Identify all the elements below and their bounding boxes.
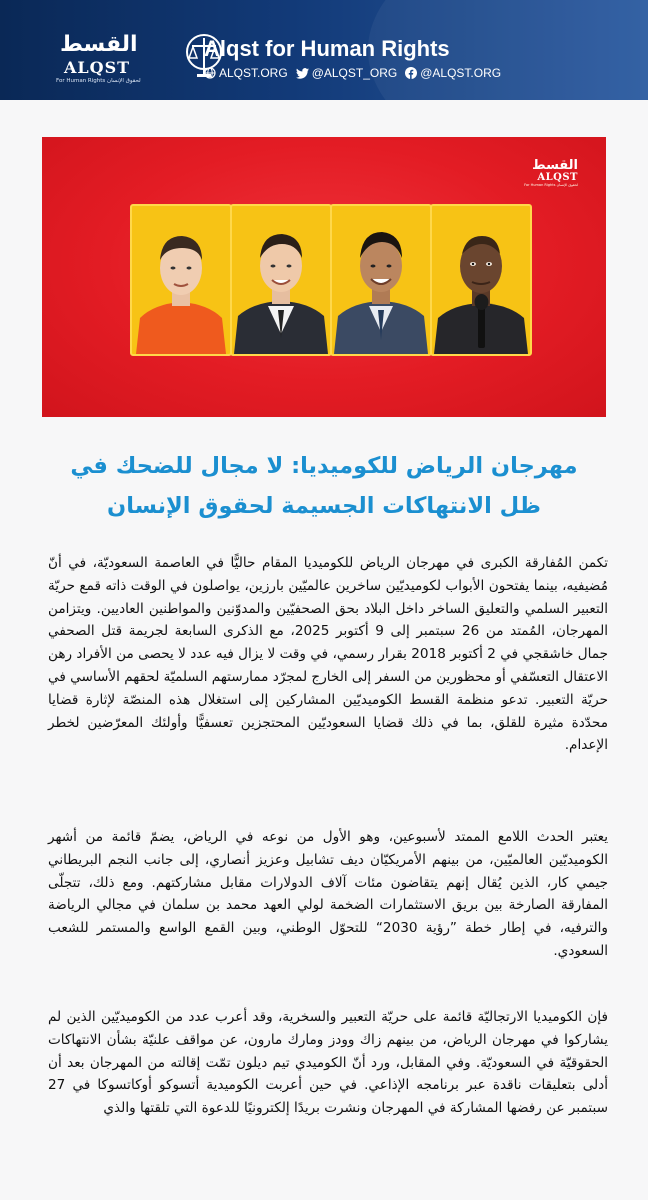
facebook-icon: [405, 67, 417, 79]
logo-arabic: القسط: [60, 32, 138, 57]
article-title-line-2: ظل الانتهاكات الجسيمة لحقوق الإنسان: [107, 493, 541, 519]
banner-logo-arabic: القسط: [532, 158, 578, 173]
twitter-link[interactable]: [296, 66, 398, 80]
website-link[interactable]: [204, 66, 288, 80]
facebook-handle: @ALQST.ORG: [420, 66, 502, 80]
logo-english: ALQST: [64, 58, 131, 77]
twitter-handle: @ALQST_ORG: [311, 66, 398, 80]
twitter-icon: [296, 68, 309, 79]
article-paragraph-1: تكمن المُفارقة الكبرى في مهرجان الرياض للكوميديا المقام حاليًّا في العاصمة السعوديّة، في أنّ مُضيفيه، بينما يفتحون الأبواب لكوميديّين ساخرين عالميّين بارزين، يواصلون في الوقت ذاته قمع حريّة التعبير السلمي والتعليق الساخر داخل البلاد بحق الصحفيّين والمدوّنين والمواطنين العاديين. ويتزامن المهرجان، المُمتد من 26 سبتمبر إلى 9 أكتوبر 2025، مع الذكرى السابعة لجريمة قتل الصحفي جمال خاشقجي في 2 أكتوبر 2018 بقرار رسمي، في وقت لا يزال فيه عدد لا يحصى من الأفراد رهن الاعتقال التعسّفي أو محظورين من السفر إلى الخارج لمجرّد ممارستهم السلميّة لحقهم الأساسي في حريّة التعبير. تدعو منظمة القسط الكوميديّين المشاركين إلى استغلال هذه المنصّة لإثارة قضايا محدّدة مثيرة للقلق، بما في ذلك قضايا السعوديّين المحتجزين تعسفيًّا وأولئك المعرّضين لخطر الإعدام.: [48, 555, 608, 754]
website-text: ALQST.ORG: [219, 66, 288, 80]
comedian-photo-1: [130, 204, 232, 356]
social-links: [204, 66, 509, 80]
article-title: [30, 446, 618, 526]
article-paragraph-3: فإن الكوميديا الارتجاليّة قائمة على حريّة التعبير والسخرية، وقد أعرب عدد من الكوميديّين الذين لم يشاركوا في مهرجان الرياض، من بينهم زاك وودز ومارك مارون، عن مواقف علنيّة بشأن الانتهاكات الحقوقيّة في السعوديّة. وفي المقابل، ورد أنّ الكوميدي تيم ديلون تمّت إقالته من المهرجان بعد أن أدلى بتعليقات ناقدة عبر برنامجه الإذاعي. في حين أعربت الكوميدية أتسوكو أوكاتسوكا في 27 سبتمبر عن رفضها المشاركة في المهرجان ونشرت بريدًا إلكترونيًا للدعوة التي تلقتها والذي: [48, 1009, 608, 1117]
alqst-logo: [56, 34, 206, 90]
facebook-link[interactable]: [405, 66, 501, 80]
globe-icon: [204, 67, 216, 79]
header-bar: [0, 0, 648, 100]
comedian-photo-2: [230, 204, 332, 356]
article-title-line-1: مهرجان الرياض للكوميديا: لا مجال للضحك في: [70, 453, 578, 479]
article-banner-image: [42, 137, 606, 417]
comedian-photo-3: [330, 204, 432, 356]
header-title: Alqst for Human Rights: [204, 36, 450, 61]
comedian-photo-4: [430, 204, 532, 356]
banner-logo-english: ALQST: [537, 172, 578, 183]
logo-tagline: For Human Rights لحقوق الإنسان: [56, 78, 141, 84]
banner-logo: [524, 159, 578, 187]
article-paragraph-2: يعتبر الحدث اللامع الممتد لأسبوعين، وهو الأول من نوعه في الرياض، يضمّ قائمة من أشهر الكوميديّين العالميّين، من بينهم الأمريكيّان ديف تشابيل وعزيز أنصاري، إلى جانب النجم البريطاني جيمي كار، الذين يُقال إنهم يتقاضون مئات آلاف الدولارات مقابل مشاركتهم. ومع ذلك، تتجلّى المفارقة الصارخة بين بريق الاستثمارات الضخمة لولي العهد محمد بن سلمان في مجالي الرياضة والترفيه، في إطار خطة ”رؤية 2030“ للتحوّل الوطني، وبين القمع الواسع والمستمر للشعب السعودي.: [48, 829, 608, 959]
banner-logo-tagline: For Human Rights لحقوق الإنسان: [524, 183, 578, 187]
